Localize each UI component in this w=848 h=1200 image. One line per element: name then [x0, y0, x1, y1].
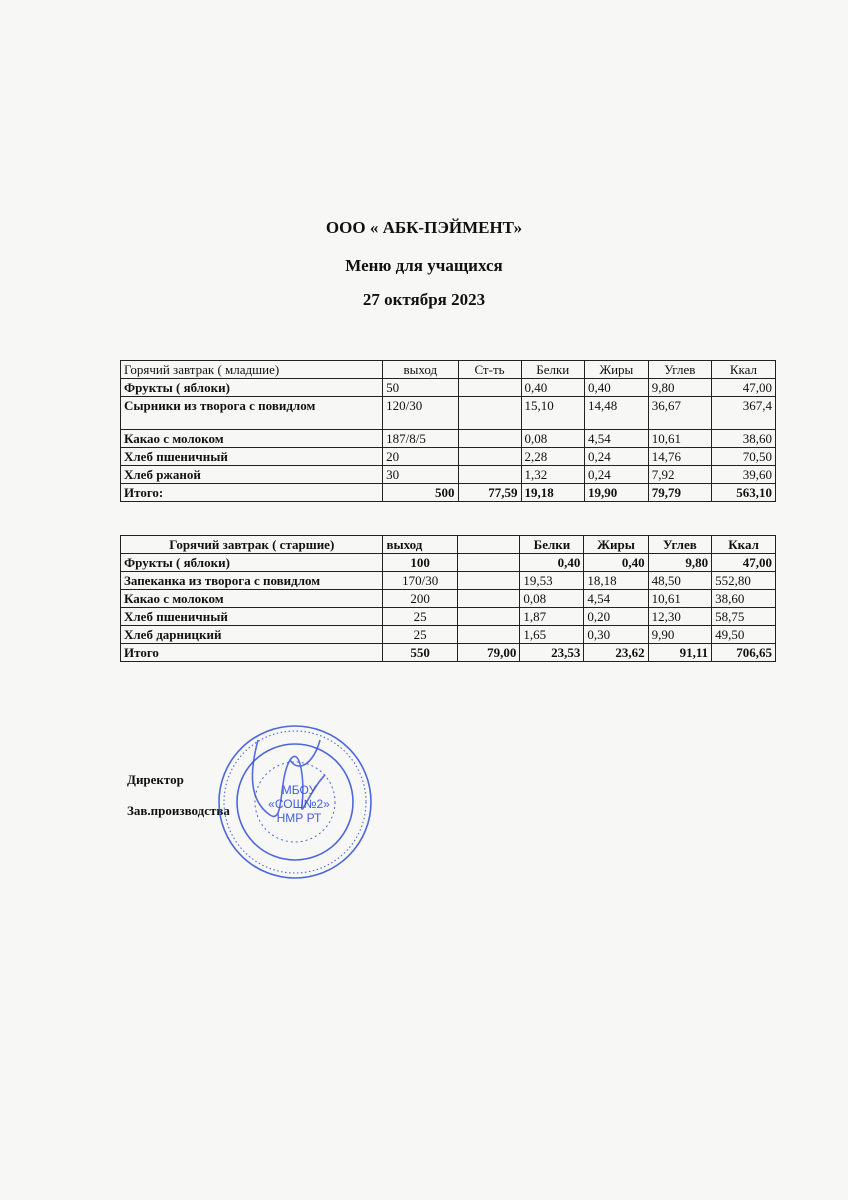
- cell: 0,08: [520, 590, 584, 608]
- cell: [458, 448, 521, 466]
- dish-name: Хлеб пшеничный: [121, 608, 383, 626]
- cell: 200: [383, 590, 457, 608]
- cell: 550: [383, 644, 457, 662]
- dish-name: Хлеб пшеничный: [121, 448, 383, 466]
- cell: 19,90: [585, 484, 649, 502]
- column-header: Белки: [520, 536, 584, 554]
- cell: 10,61: [648, 590, 711, 608]
- column-header: Ст-ть: [458, 361, 521, 379]
- table-total-row: [121, 484, 776, 502]
- cell: 38,60: [712, 590, 776, 608]
- cell: 2,28: [521, 448, 585, 466]
- cell: 14,48: [585, 397, 649, 430]
- table-row: [121, 448, 776, 466]
- cell: 4,54: [585, 430, 649, 448]
- cell: 25: [383, 626, 457, 644]
- cell: 367,4: [711, 397, 775, 430]
- dish-name: Хлеб дарницкий: [121, 626, 383, 644]
- cell: 1,65: [520, 626, 584, 644]
- cell: [457, 554, 520, 572]
- cell: 170/30: [383, 572, 457, 590]
- cell: 12,30: [648, 608, 711, 626]
- cell: 79,79: [648, 484, 711, 502]
- cell: 7,92: [648, 466, 711, 484]
- cell: 49,50: [712, 626, 776, 644]
- cell: 706,65: [712, 644, 776, 662]
- cell: 47,00: [712, 554, 776, 572]
- cell: 563,10: [711, 484, 775, 502]
- cell: 14,76: [648, 448, 711, 466]
- table-row: [121, 397, 776, 430]
- cell: 38,60: [711, 430, 775, 448]
- column-header: Углев: [648, 361, 711, 379]
- cell: 10,61: [648, 430, 711, 448]
- column-header: Белки: [521, 361, 585, 379]
- table-total-row: [121, 644, 776, 662]
- junior-menu-table: [120, 360, 776, 502]
- column-header: выход: [383, 361, 458, 379]
- cell: 552,80: [712, 572, 776, 590]
- cell: [457, 572, 520, 590]
- cell: 48,50: [648, 572, 711, 590]
- table-row: [121, 626, 776, 644]
- dish-name: Фрукты ( яблоки): [121, 554, 383, 572]
- director-signature-label: Директор: [127, 772, 184, 787]
- cell: 0,40: [521, 379, 585, 397]
- production-head-signature-label: Зав.производства: [127, 803, 230, 818]
- column-header: Жиры: [584, 536, 648, 554]
- column-header: Горячий завтрак ( младшие): [121, 361, 383, 379]
- cell: 0,40: [584, 554, 648, 572]
- cell: 20: [383, 448, 458, 466]
- column-header: [457, 536, 520, 554]
- cell: 0,20: [584, 608, 648, 626]
- company-name: ООО « АБК-ПЭЙМЕНТ»: [325, 218, 523, 237]
- cell: 91,11: [648, 644, 711, 662]
- table-row: [121, 608, 776, 626]
- table-row: [121, 572, 776, 590]
- table-row: [121, 430, 776, 448]
- stamp-line-3: НМР РТ: [276, 811, 322, 825]
- cell: [457, 590, 520, 608]
- cell: 9,80: [648, 554, 711, 572]
- stamp-line-1: МБОУ: [281, 783, 317, 797]
- menu-title: Меню для учащихся: [345, 256, 503, 275]
- cell: 9,90: [648, 626, 711, 644]
- cell: 9,80: [648, 379, 711, 397]
- cell: 19,18: [521, 484, 585, 502]
- cell: 1,87: [520, 608, 584, 626]
- cell: 70,50: [711, 448, 775, 466]
- cell: 23,62: [584, 644, 648, 662]
- cell: 0,24: [585, 466, 649, 484]
- menu-date: 27 октября 2023: [362, 290, 486, 309]
- cell: 30: [383, 466, 458, 484]
- cell: 19,53: [520, 572, 584, 590]
- table-row: [121, 554, 776, 572]
- cell: 0,30: [584, 626, 648, 644]
- column-header: Ккал: [711, 361, 775, 379]
- handwritten-signature: [230, 720, 360, 840]
- cell: 25: [383, 608, 457, 626]
- cell: 0,08: [521, 430, 585, 448]
- cell: 1,32: [521, 466, 585, 484]
- table-row: [121, 466, 776, 484]
- cell: [458, 397, 521, 430]
- cell: 0,40: [520, 554, 584, 572]
- stamp-line-2: «СОШ№2»: [268, 797, 330, 811]
- dish-name: Какао с молоком: [121, 590, 383, 608]
- cell: 100: [383, 554, 457, 572]
- dish-name: Какао с молоком: [121, 430, 383, 448]
- cell: 47,00: [711, 379, 775, 397]
- cell: 18,18: [584, 572, 648, 590]
- cell: 0,40: [585, 379, 649, 397]
- dish-name: Хлеб ржаной: [121, 466, 383, 484]
- total-label: Итого:: [121, 484, 383, 502]
- column-header: выход: [383, 536, 457, 554]
- cell: 187/8/5: [383, 430, 458, 448]
- cell: [457, 626, 520, 644]
- table-header-row: [121, 536, 776, 554]
- table-row: [121, 379, 776, 397]
- column-header: Горячий завтрак ( старшие): [121, 536, 383, 554]
- cell: [458, 430, 521, 448]
- total-label: Итого: [121, 644, 383, 662]
- cell: 0,24: [585, 448, 649, 466]
- cell: 50: [383, 379, 458, 397]
- cell: 23,53: [520, 644, 584, 662]
- cell: 79,00: [457, 644, 520, 662]
- senior-menu-table: [120, 535, 776, 662]
- table-header-row: [121, 361, 776, 379]
- column-header: Ккал: [712, 536, 776, 554]
- cell: 500: [383, 484, 458, 502]
- table-row: [121, 590, 776, 608]
- cell: 39,60: [711, 466, 775, 484]
- cell: [457, 608, 520, 626]
- cell: 77,59: [458, 484, 521, 502]
- column-header: Жиры: [585, 361, 649, 379]
- cell: [458, 379, 521, 397]
- cell: 15,10: [521, 397, 585, 430]
- cell: 36,67: [648, 397, 711, 430]
- cell: 58,75: [712, 608, 776, 626]
- cell: [458, 466, 521, 484]
- dish-name: Запеканка из творога с повидлом: [121, 572, 383, 590]
- cell: 120/30: [383, 397, 458, 430]
- column-header: Углев: [648, 536, 711, 554]
- cell: 4,54: [584, 590, 648, 608]
- dish-name: Фрукты ( яблоки): [121, 379, 383, 397]
- dish-name: Сырники из творога с повидлом: [121, 397, 383, 430]
